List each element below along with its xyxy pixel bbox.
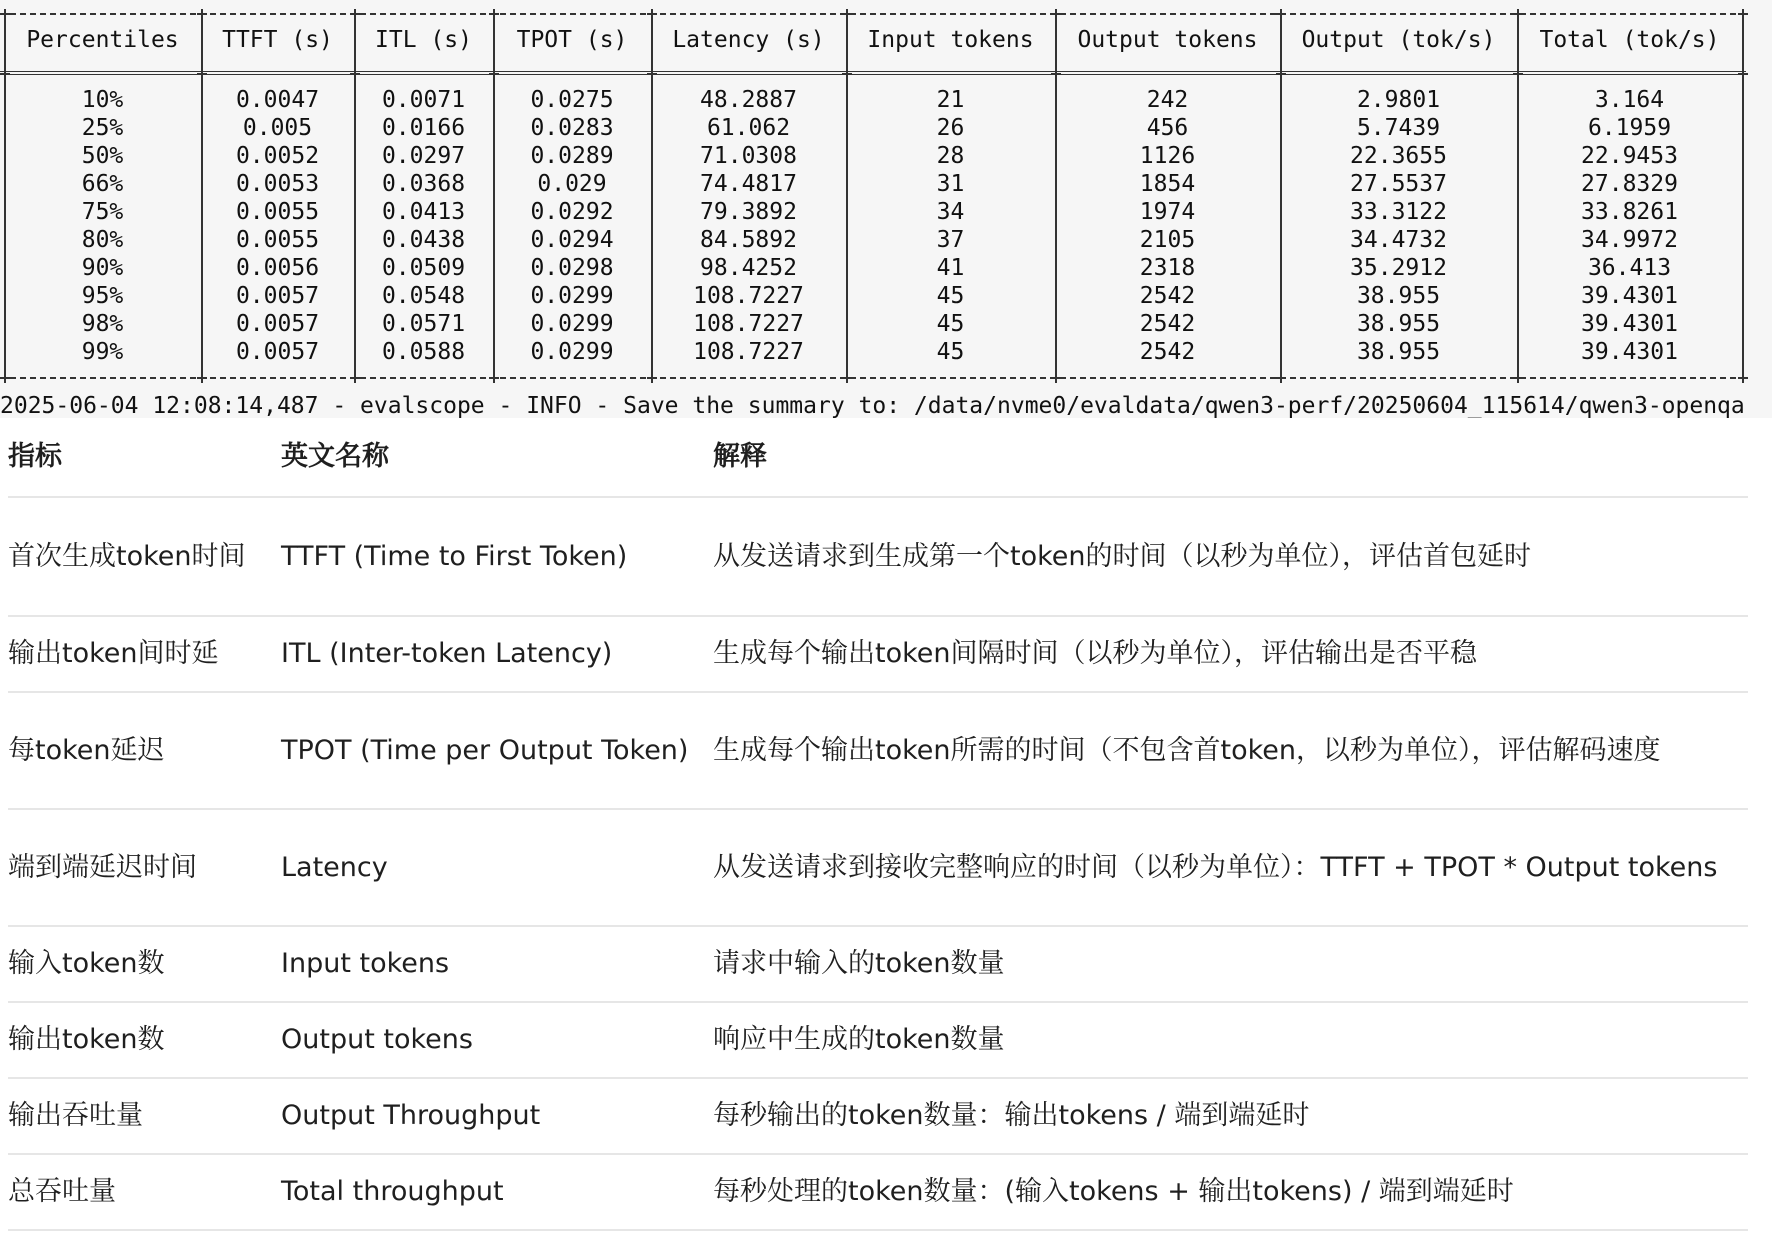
table-corner: [0, 69, 10, 79]
table-column-separator: [1742, 13, 1744, 377]
table-corner: [1051, 69, 1061, 79]
table-cell: 0.0056: [235, 255, 320, 281]
table-cell: 27.8329: [1581, 171, 1678, 197]
table-cell: 90%: [81, 255, 124, 281]
metric-indicator: 输出token数: [8, 1024, 165, 1055]
metric-indicator: 端到端延迟时间: [8, 851, 197, 883]
table-cell: 242: [1146, 87, 1189, 113]
table-cell: 108.7227: [693, 339, 804, 365]
metric-english-name: TTFT (Time to First Token): [281, 540, 628, 572]
metrics-row: [8, 1155, 1748, 1231]
table-cell: 2318: [1139, 255, 1196, 281]
table-cell: 84.5892: [700, 227, 797, 253]
metric-english-name: Input tokens: [281, 948, 450, 979]
table-corner: [350, 9, 360, 19]
table-cell: 61.062: [706, 115, 791, 141]
table-border-header: [0, 71, 1746, 75]
table-cell: 25%: [81, 115, 124, 141]
table-cell: 37: [936, 227, 965, 253]
table-cell: 2105: [1139, 227, 1196, 253]
metric-english-name: Total throughput: [281, 1176, 504, 1207]
metric-explanation: 响应中生成的token数量: [713, 1024, 1005, 1055]
table-cell: 98%: [81, 311, 124, 337]
metric-explanation: 生成每个输出token间隔时间（以秒为单位），评估输出是否平稳: [713, 638, 1478, 669]
table-corner: [0, 9, 10, 19]
metrics-row: [8, 927, 1748, 1003]
table-cell: 0.0571: [381, 311, 466, 337]
table-cell: 0.0509: [381, 255, 466, 281]
table-corner: [197, 9, 207, 19]
table-cell: 5.7439: [1356, 115, 1441, 141]
metrics-row: [8, 498, 1748, 617]
metrics-row: [8, 1079, 1748, 1155]
table-corner: [1051, 373, 1061, 383]
metric-indicator: 总吞吐量: [8, 1176, 116, 1207]
table-cell: 50%: [81, 143, 124, 169]
metric-english-name: TPOT (Time per Output Token): [281, 734, 689, 766]
table-cell: 0.029: [537, 171, 607, 197]
column-header: Total (tok/s): [1539, 27, 1720, 53]
table-corner: [842, 69, 852, 79]
table-corner: [1738, 373, 1748, 383]
table-corner: [489, 9, 499, 19]
column-header: ITL (s): [375, 27, 472, 53]
table-cell: 0.0047: [235, 87, 320, 113]
metric-english-name: Output tokens: [281, 1024, 473, 1055]
metric-explanation: 请求中输入的token数量: [713, 948, 1005, 979]
table-cell: 1126: [1139, 143, 1196, 169]
table-cell: 0.005: [242, 115, 313, 141]
table-cell: 3.164: [1594, 87, 1665, 113]
table-corner: [842, 373, 852, 383]
table-corner: [1513, 69, 1523, 79]
metric-indicator: 输出token间时延: [8, 638, 219, 669]
table-corner: [489, 373, 499, 383]
metrics-header-row: [8, 418, 1748, 498]
table-cell: 2542: [1139, 339, 1196, 365]
table-corner: [647, 69, 657, 79]
table-cell: 2542: [1139, 311, 1196, 337]
column-header: Output tokens: [1077, 27, 1258, 53]
table-cell: 38.955: [1356, 283, 1441, 309]
table-corner: [1738, 9, 1748, 19]
metrics-row: [8, 810, 1748, 927]
table-cell: 34: [936, 199, 965, 225]
table-corner: [1276, 9, 1286, 19]
table-cell: 33.3122: [1350, 199, 1447, 225]
terminal-output: [0, 0, 1772, 418]
table-cell: 22.9453: [1581, 143, 1678, 169]
table-cell: 0.0548: [381, 283, 466, 309]
table-cell: 79.3892: [700, 199, 797, 225]
table-cell: 0.0292: [530, 199, 614, 225]
metric-indicator: 首次生成token时间: [8, 540, 246, 572]
table-cell: 38.955: [1356, 311, 1441, 337]
table-cell: 34.9972: [1581, 227, 1678, 253]
table-cell: 80%: [81, 227, 124, 253]
table-cell: 0.0166: [381, 115, 466, 141]
metric-indicator: 输入token数: [8, 948, 165, 979]
column-header: Percentiles: [26, 27, 179, 53]
table-cell: 0.0289: [530, 143, 614, 169]
metrics-header-english-name: 英文名称: [281, 441, 389, 472]
table-cell: 95%: [81, 283, 124, 309]
table-cell: 39.4301: [1581, 339, 1678, 365]
table-cell: 66%: [81, 171, 124, 197]
table-corner: [197, 373, 207, 383]
table-cell: 34.4732: [1350, 227, 1447, 253]
table-cell: 45: [936, 283, 965, 309]
table-cell: 39.4301: [1581, 283, 1678, 309]
table-cell: 75%: [81, 199, 124, 225]
table-corner: [1276, 69, 1286, 79]
table-corner: [350, 69, 360, 79]
metric-explanation: 每秒处理的token数量：(输入tokens + 输出tokens) / 端到端延时: [713, 1176, 1514, 1207]
table-cell: 0.0588: [381, 339, 466, 365]
table-corner: [1513, 373, 1523, 383]
table-cell: 0.0299: [530, 339, 614, 365]
metric-english-name: Output Throughput: [281, 1100, 541, 1131]
table-corner: [842, 9, 852, 19]
metrics-table: [8, 418, 1748, 1231]
table-corner: [1513, 9, 1523, 19]
column-header: Input tokens: [867, 27, 1034, 53]
table-cell: 98.4252: [700, 255, 797, 281]
table-cell: 1974: [1139, 199, 1196, 225]
table-corner: [0, 373, 10, 383]
table-cell: 0.0299: [530, 283, 614, 309]
table-cell: 108.7227: [693, 311, 804, 337]
table-cell: 0.0052: [235, 143, 320, 169]
table-cell: 0.0071: [381, 87, 466, 113]
table-cell: 0.0297: [381, 143, 466, 169]
metric-english-name: Latency: [281, 851, 388, 883]
table-corner: [197, 69, 207, 79]
metric-explanation: 从发送请求到接收完整响应的时间（以秒为单位）：TTFT + TPOT * Output tokens: [713, 851, 1718, 883]
table-cell: 0.0275: [530, 87, 614, 113]
table-cell: 0.0299: [530, 311, 614, 337]
table-cell: 35.2912: [1350, 255, 1447, 281]
table-corner: [647, 9, 657, 19]
table-cell: 0.0294: [530, 227, 614, 253]
table-cell: 0.0055: [235, 227, 320, 253]
table-cell: 21: [936, 87, 965, 113]
table-cell: 2542: [1139, 283, 1196, 309]
column-header: Latency (s): [672, 27, 825, 53]
table-corner: [1051, 9, 1061, 19]
table-cell: 0.0057: [235, 283, 320, 309]
table-cell: 28: [936, 143, 965, 169]
table-cell: 39.4301: [1581, 311, 1678, 337]
table-cell: 2.9801: [1356, 87, 1441, 113]
metrics-row: [8, 617, 1748, 693]
metric-explanation: 每秒输出的token数量：输出tokens / 端到端延时: [713, 1100, 1310, 1131]
table-cell: 0.0298: [530, 255, 614, 281]
table-cell: 31: [936, 171, 965, 197]
table-cell: 38.955: [1356, 339, 1441, 365]
metric-english-name: ITL (Inter-token Latency): [281, 638, 613, 669]
table-border-top: [0, 13, 1746, 15]
table-cell: 0.0438: [381, 227, 466, 253]
table-cell: 26: [936, 115, 965, 141]
table-corner: [1276, 373, 1286, 383]
table-cell: 45: [936, 311, 965, 337]
metrics-row: [8, 693, 1748, 810]
table-cell: 0.0057: [235, 339, 320, 365]
table-corner: [489, 69, 499, 79]
table-cell: 41: [936, 255, 965, 281]
table-corner: [647, 373, 657, 383]
metric-explanation: 从发送请求到生成第一个token的时间（以秒为单位），评估首包延时: [713, 540, 1532, 572]
table-cell: 0.0057: [235, 311, 320, 337]
table-cell: 108.7227: [693, 283, 804, 309]
table-corner: [1738, 69, 1748, 79]
column-header: TTFT (s): [222, 27, 333, 53]
table-cell: 6.1959: [1587, 115, 1672, 141]
table-cell: 36.413: [1587, 255, 1672, 281]
column-header: Output (tok/s): [1301, 27, 1496, 53]
table-cell: 0.0368: [381, 171, 466, 197]
metric-indicator: 每token延迟: [8, 734, 165, 766]
log-line: 2025-06-04 12:08:14,487 - evalscope - INFO - Save the summary to: /data/nvme0/evaldata/qwen3-perf/20250604_115614/qwen3-openqa: [0, 393, 1745, 418]
table-cell: 45: [936, 339, 965, 365]
metric-indicator: 输出吞吐量: [8, 1100, 143, 1131]
metrics-header-explanation: 解释: [713, 441, 767, 472]
table-cell: 0.0053: [235, 171, 320, 197]
metrics-header-indicator: 指标: [8, 441, 62, 472]
table-corner: [350, 373, 360, 383]
table-cell: 99%: [81, 339, 124, 365]
table-cell: 1854: [1139, 171, 1196, 197]
table-cell: 0.0283: [530, 115, 614, 141]
column-header: TPOT (s): [516, 27, 628, 53]
table-cell: 33.8261: [1581, 199, 1678, 225]
table-cell: 10%: [81, 87, 124, 113]
table-border-bottom: [0, 377, 1746, 379]
table-cell: 0.0055: [235, 199, 320, 225]
metric-explanation: 生成每个输出token所需的时间（不包含首token，以秒为单位），评估解码速度: [713, 734, 1661, 766]
table-cell: 48.2887: [700, 87, 797, 113]
table-cell: 456: [1146, 115, 1189, 141]
table-cell: 22.3655: [1350, 143, 1447, 169]
table-cell: 0.0413: [381, 199, 466, 225]
metrics-row: [8, 1003, 1748, 1079]
table-cell: 27.5537: [1350, 171, 1447, 197]
table-cell: 71.0308: [700, 143, 797, 169]
table-cell: 74.4817: [700, 171, 797, 197]
